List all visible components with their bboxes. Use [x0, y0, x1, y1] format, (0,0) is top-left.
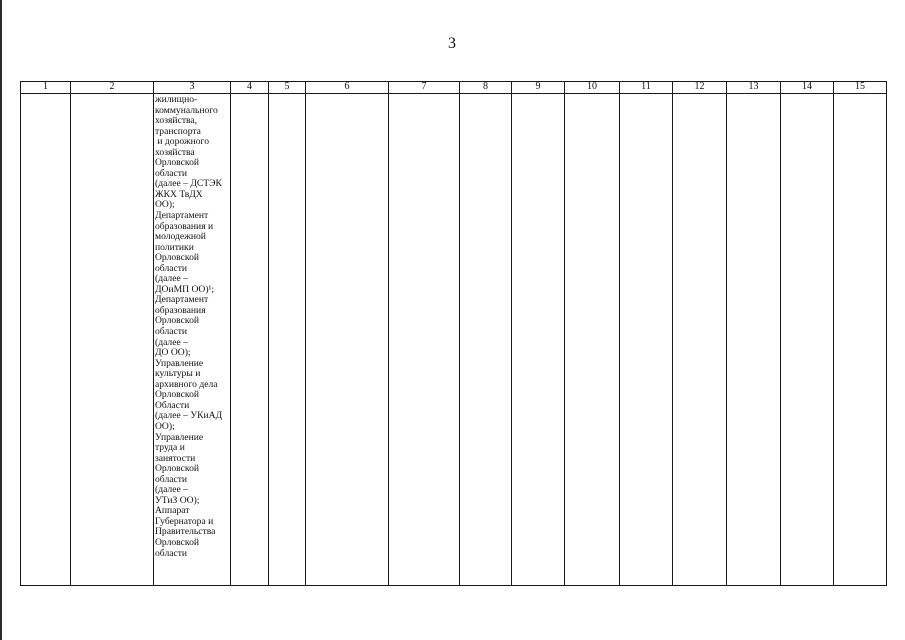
column-header-15: 15 [834, 82, 887, 94]
text-line: транспорта [155, 125, 201, 137]
page-number: 3 [448, 35, 456, 52]
text-line: Орловской [155, 536, 200, 548]
column-header-12: 12 [673, 82, 727, 94]
column-header-10: 10 [565, 82, 620, 94]
column-header-13: 13 [727, 82, 781, 94]
column-header-3: 3 [154, 82, 231, 94]
column-header-1: 1 [21, 82, 71, 94]
text-line: ОО); [155, 199, 175, 211]
text-line: области [155, 262, 188, 274]
cell-col-15 [834, 94, 887, 586]
column-header-11: 11 [620, 82, 673, 94]
cell-col-12 [673, 94, 727, 586]
column-header-14: 14 [781, 82, 834, 94]
text-line: Департамент [155, 294, 209, 306]
text-line: культуры и [155, 368, 201, 380]
text-line: (далее – [155, 273, 188, 285]
text-line: хозяйства, [155, 115, 198, 127]
column-header-7: 7 [389, 82, 460, 94]
page-left-edge [0, 0, 2, 640]
cell-col-7 [389, 94, 460, 586]
text-line: Управление [155, 431, 204, 443]
text-line: образования и [155, 220, 214, 232]
text-line: Правительства [155, 526, 216, 538]
text-line: Орловской [155, 252, 200, 264]
text-line: ОО); [155, 420, 175, 432]
text-line: политики [155, 241, 194, 253]
text-line: образования [155, 304, 206, 316]
cell-col-2 [71, 94, 154, 586]
text-line: ЖКХ ТвДХ [155, 188, 203, 200]
text-line: труда и [155, 442, 185, 454]
text-line: Губернатора и [155, 515, 214, 527]
column-header-5: 5 [269, 82, 306, 94]
text-line: области [155, 547, 188, 559]
text-line: занятости [155, 452, 196, 464]
cell-col-6 [306, 94, 389, 586]
cell-col-8 [460, 94, 512, 586]
column-header-6: 6 [306, 82, 389, 94]
text-line: (далее – [155, 484, 188, 496]
cell-col-4 [231, 94, 269, 586]
text-line: (далее – [155, 336, 188, 348]
text-line: Орловской [155, 463, 200, 475]
column-header-8: 8 [460, 82, 512, 94]
text-line: области [155, 326, 188, 338]
text-line: Департамент [155, 210, 209, 222]
column-header-4: 4 [231, 82, 269, 94]
text-line: ДО ОО); [155, 347, 191, 359]
table-row [21, 94, 887, 586]
cell-col-9 [512, 94, 565, 586]
text-line: Орловской [155, 315, 200, 327]
column-header-9: 9 [512, 82, 565, 94]
cell-col-14 [781, 94, 834, 586]
cell-col-1 [21, 94, 71, 586]
cell-col-11 [620, 94, 673, 586]
cell-col-3 [154, 94, 231, 586]
text-line: жилищно- [155, 94, 198, 105]
text-line: Области [155, 399, 190, 411]
cell-col-13 [727, 94, 781, 586]
cell-col-10 [565, 94, 620, 586]
text-line: Орловской [155, 157, 200, 169]
text-line: (далее – УКиАД [155, 410, 223, 422]
text-line: Управление [155, 357, 204, 369]
text-line: области [155, 473, 188, 485]
text-line: ДОиМП ОО)¹; [155, 283, 215, 295]
text-line: хозяйства [155, 146, 195, 158]
column-header-2: 2 [71, 82, 154, 94]
text-line: УТиЗ ОО); [155, 494, 200, 506]
table-header-row [21, 82, 887, 94]
text-line: Аппарат [155, 505, 190, 517]
text-line: молодежной [155, 231, 206, 243]
cell-col-5 [269, 94, 306, 586]
text-line: Орловской [155, 389, 200, 401]
text-line: коммунального [155, 104, 218, 116]
text-line: области [155, 167, 188, 179]
text-line: и дорожного [155, 136, 210, 148]
text-line: (далее – ДСТЭК [155, 178, 222, 190]
text-line: архивного дела [155, 378, 218, 390]
responsible-executors-text [154, 94, 230, 559]
document-table [20, 81, 887, 586]
